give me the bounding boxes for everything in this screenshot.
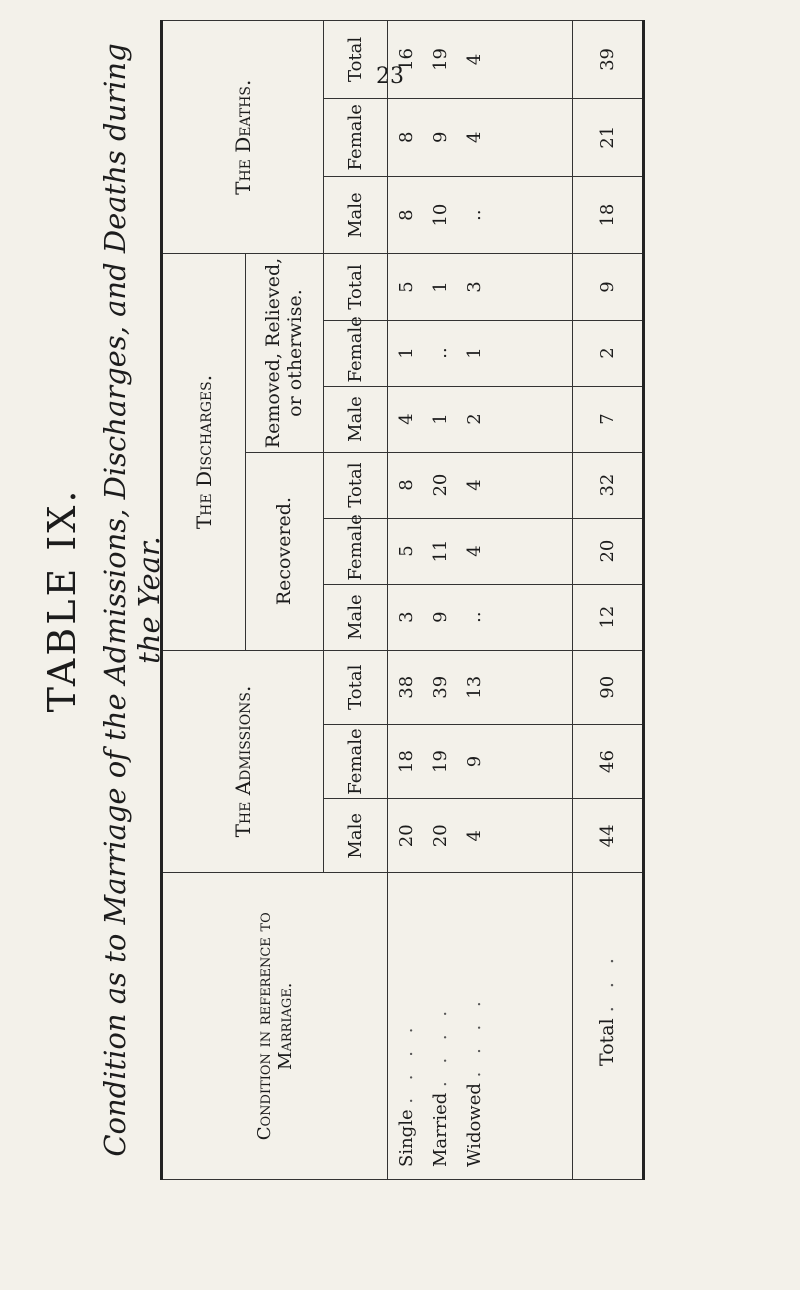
table-label: TABLE IX. xyxy=(40,487,84,713)
condition-header: Condition in reference to Marriage. xyxy=(162,873,388,1180)
rem-total-values: 5 1 3 xyxy=(388,254,572,320)
total-rem-total: 9 xyxy=(572,254,643,320)
total-rec-male: 12 xyxy=(572,584,643,650)
total-row-label: Total . . . xyxy=(572,873,643,1180)
table-caption: Condition as to Marriage of the Admissions, Discharges, and Deaths during the Year. xyxy=(98,43,166,1157)
marriage-condition-table xyxy=(160,20,645,1180)
rem-male-header: Male xyxy=(324,386,388,452)
adm-total-values: 38 39 13 xyxy=(388,650,572,724)
rec-total-header: Total xyxy=(324,452,388,518)
rec-female-header: Female xyxy=(324,518,388,584)
rem-female-values: 1 .. 1 xyxy=(388,320,572,386)
dea-male-header: Male xyxy=(324,176,388,254)
rec-male-header: Male xyxy=(324,584,388,650)
deaths-header: The Deaths. xyxy=(162,21,324,255)
total-adm-female: 46 xyxy=(572,724,643,798)
rem-total-header: Total xyxy=(324,254,388,320)
dea-total-header: Total xyxy=(324,21,388,99)
adm-total-header: Total xyxy=(324,650,388,724)
total-rem-male: 7 xyxy=(572,386,643,452)
rec-total-values: 8 20 4 xyxy=(388,452,572,518)
total-rem-female: 2 xyxy=(572,320,643,386)
total-dea-female: 21 xyxy=(572,98,643,176)
rem-male-values: 4 1 2 xyxy=(388,386,572,452)
adm-male-values: 20 20 4 xyxy=(388,799,572,873)
dea-female-values: 8 9 4 xyxy=(388,98,572,176)
total-rec-female: 20 xyxy=(572,518,643,584)
removed-header: Removed, Relieved, or otherwise. xyxy=(245,254,324,452)
total-dea-male: 18 xyxy=(572,176,643,254)
admissions-header: The Admissions. xyxy=(162,650,324,873)
row-label-married: Married . . . . xyxy=(430,1004,452,1167)
total-dea-total: 39 xyxy=(572,21,643,99)
row-labels xyxy=(388,873,572,1180)
total-adm-male: 44 xyxy=(572,799,643,873)
rec-female-values: 5 11 4 xyxy=(388,518,572,584)
total-rec-total: 32 xyxy=(572,452,643,518)
adm-female-header: Female xyxy=(324,724,388,798)
row-label-single: Single . . . . xyxy=(396,1021,418,1167)
total-adm-total: 90 xyxy=(572,650,643,724)
discharges-header: The Discharges. xyxy=(162,254,246,650)
dea-total-values: 16 19 4 xyxy=(388,21,572,99)
rec-male-values: 3 9 .. xyxy=(388,584,572,650)
dea-female-header: Female xyxy=(324,98,388,176)
dea-male-values: 8 10 .. xyxy=(388,176,572,254)
recovered-header: Recovered. xyxy=(245,452,324,650)
page-number: 23 xyxy=(376,64,404,89)
row-label-widowed: Widowed . . . . xyxy=(464,995,486,1167)
rem-female-header: Female xyxy=(324,320,388,386)
adm-female-values: 18 19 9 xyxy=(388,724,572,798)
adm-male-header: Male xyxy=(324,799,388,873)
rotated-content xyxy=(40,20,780,1180)
